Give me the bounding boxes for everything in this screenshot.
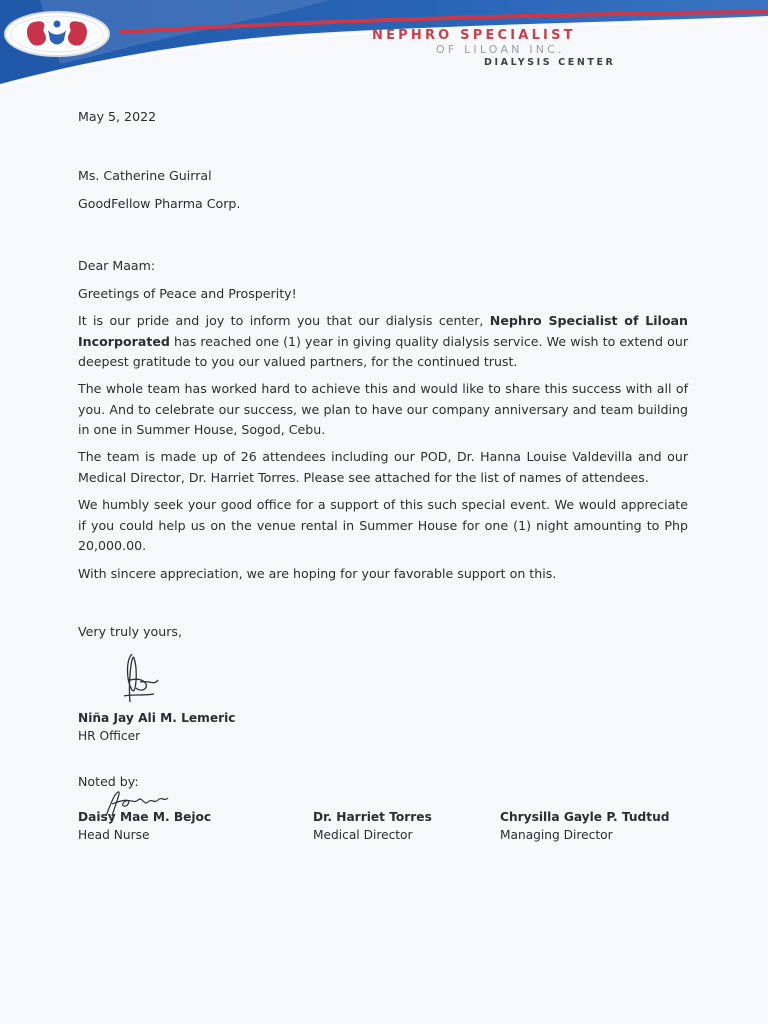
signatory-role: Head Nurse (78, 828, 150, 842)
company-name-line2: OF LILOAN INC. (436, 43, 565, 56)
recipient-name: Ms. Catherine Guirral (78, 168, 212, 183)
kidney-logo-icon (5, 12, 109, 56)
company-name-line1: NEPHRO SPECIALIST (372, 28, 576, 43)
paragraph-1-intro: It is our pride and joy to inform you that our dialysis center, (78, 313, 490, 328)
paragraph-4: We humbly seek your good office for a support of this such special event. We would appreciate if you could help us on the venue rental in Summer House for one (1) night amounting to Php 20,000.00. (78, 497, 688, 553)
company-name-bold: Nephro Specialist of Liloan Incorporated (78, 313, 688, 349)
sender-block (78, 709, 236, 745)
signatory-name: Dr. Harriet Torres (313, 810, 432, 824)
sender-role: HR Officer (78, 729, 141, 743)
paragraph-3: The team is made up of 26 attendees including our POD, Dr. Hanna Louise Valdevilla and our Medical Director, Dr. Harriet Torres. Please see attached for the list of names of attendees. (78, 449, 688, 485)
paragraph-1 (78, 311, 688, 373)
noted-signatory-3 (500, 808, 669, 844)
letter-date: May 5, 2022 (78, 109, 157, 124)
sender-name: Niña Jay Ali M. Lemeric (78, 711, 236, 725)
paragraph-1-rest: has reached one (1) year in giving quality dialysis service. We wish to extend our deepest gratitude to you our valued partners, for the continued trust. (78, 333, 688, 369)
noted-signatory-1 (78, 808, 211, 844)
noted-signatory-2 (313, 808, 432, 844)
signatory-role: Managing Director (500, 828, 613, 842)
signatory-name: Chrysilla Gayle P. Tudtud (500, 810, 670, 824)
paragraph-5: With sincere appreciation, we are hoping for your favorable support on this. (78, 566, 557, 581)
closing: Very truly yours, (78, 624, 182, 639)
signatory-name: Daisy Mae M. Bejoc (78, 810, 212, 824)
signatory-role: Medical Director (313, 828, 413, 842)
company-subtitle: DIALYSIS CENTER (484, 57, 616, 68)
salutation: Dear Maam: (78, 258, 156, 273)
greeting: Greetings of Peace and Prosperity! (78, 286, 297, 301)
noted-by-label: Noted by: (78, 774, 139, 789)
letterhead (0, 0, 768, 100)
recipient-company: GoodFellow Pharma Corp. (78, 196, 241, 211)
paragraph-2: The whole team has worked hard to achieve this and would like to share this success with all of you. And to celebrate our success, we plan to have our company anniversary and team building in one in Summer House, Sogod, Cebu. (78, 381, 688, 437)
